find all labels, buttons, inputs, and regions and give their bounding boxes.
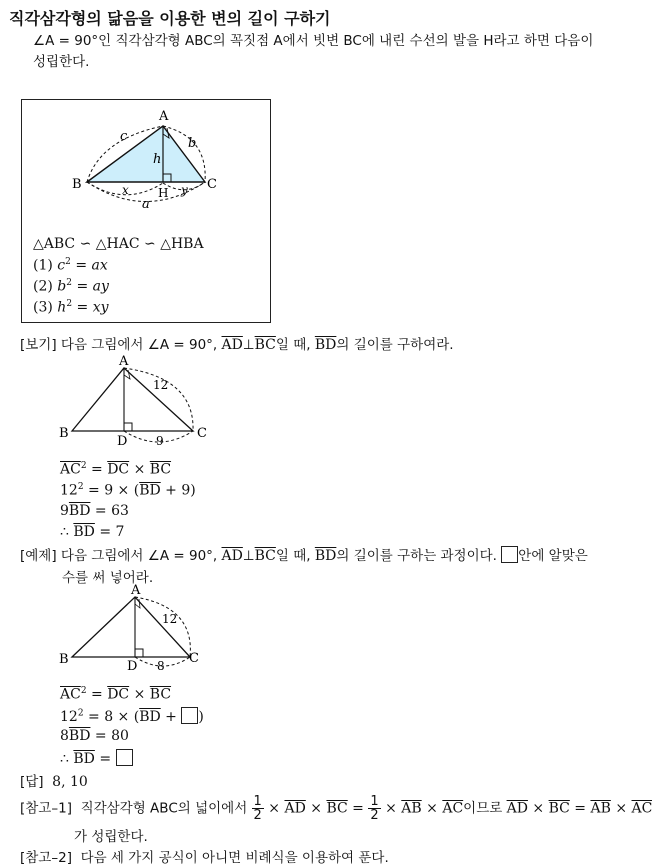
problem-question-line-2: 수를 써 넣어라. [62, 570, 154, 586]
intro-line-2: 성립한다. [33, 54, 90, 70]
answer-line: [답] 8, 10 [20, 774, 88, 790]
triangle-abc-problem [72, 597, 190, 657]
blank-box-icon [116, 749, 133, 766]
problem-question: [예제] 다음 그림에서 ∠A = 90°, $\overline{AD}\perp\overline{BC}$일 때, $\overline{BD}$의 길이를 구하는 과정이다. 안에 알맞은 [20, 548, 588, 564]
intro-line-1: ∠A = 90°인 직각삼각형 ABC의 꼭짓점 A에서 빗변 BC에 내린 수선의 발을 H라고 하면 다음이 [33, 33, 594, 49]
label-b-example: B [59, 426, 69, 441]
problem-step-4: ∴ $\overline{BD}$ = [60, 749, 133, 767]
formula-3: (3) $h^2$ = xy [33, 299, 109, 316]
page-title: 직각삼각형의 닮음을 이용한 변의 길이 구하기 [9, 9, 331, 28]
label-d-problem: D [127, 659, 138, 674]
label-h-side: h [153, 152, 162, 167]
example-step-1: $\overline{AC}^2 = \overline{DC} \times \overline{BC}$ [60, 461, 172, 478]
label-a-problem: A [131, 583, 141, 598]
label-ac-length-example: 12 [153, 378, 169, 392]
blank-box-icon [181, 707, 198, 724]
label-ac-length-problem: 12 [162, 612, 178, 626]
reference-1-line-2: 가 성립한다. [74, 829, 148, 845]
reference-1-line-1: [참고–1] 직각삼각형 ABC의 넓이에서 $\frac{1}{2}$ × $\overline{AD} \times \overline{BC}$ = $\frac{1}{2}$ × $\overline{AB} \times \overline{AC}$이므로 $\overline{AD} \times \overline{BC} = \overline{AB} \times \overline{AC}$ [20, 794, 652, 823]
similarity-statement: △ABC ∽ △HAC ∽ △HBA [33, 236, 204, 252]
label-h-foot: H [158, 186, 169, 200]
right-angle-mark-problem [135, 649, 143, 657]
label-b-vertex: B [72, 177, 82, 192]
label-a-example: A [119, 354, 129, 369]
triangle-figure-main [60, 103, 230, 211]
triangle-figure-example [55, 353, 215, 448]
example-step-4: ∴ $\overline{BD} = 7$ [60, 524, 125, 540]
label-c-problem: C [189, 651, 199, 666]
triangle-figure-problem [55, 583, 215, 678]
reference-2-line: [참고–2] 다음 세 가지 공식이 아니면 비례식을 이용하여 푼다. [20, 850, 389, 866]
label-b-side: b [188, 136, 197, 151]
label-c-example: C [197, 426, 207, 441]
label-dc-length-problem: 8 [157, 659, 165, 673]
triangle-abc-example [72, 368, 193, 431]
label-c-vertex: C [207, 177, 217, 192]
example-step-2: $12^2 = 9 \times (\overline{BD} + 9)$ [60, 482, 196, 499]
problem-step-3: $8\overline{BD} = 80$ [60, 728, 129, 744]
label-a-vertex: A [159, 109, 169, 124]
problem-step-2: $12^2 = 8 \times (\overline{BD}$ + ) [60, 708, 204, 725]
label-dc-length-example: 9 [156, 434, 164, 448]
problem-step-1: $\overline{AC}^2 = \overline{DC} \times \overline{BC}$ [60, 686, 172, 703]
formula-2: (2) $b^2$ = ay [33, 278, 109, 295]
label-a-side: a [142, 197, 150, 212]
label-d-example: D [117, 434, 128, 449]
formula-1: (1) $c^2$ = ax [33, 257, 108, 274]
example-step-3: $9\overline{BD} = 63$ [60, 503, 129, 519]
label-x-side: x [122, 183, 129, 197]
example-question: [보기] 다음 그림에서 ∠A = 90°, $\overline{AD}\perp\overline{BC}$일 때, $\overline{BD}$의 길이를 구하여라. [20, 337, 454, 353]
right-angle-mark-example [124, 423, 132, 431]
triangle-abc [87, 126, 205, 182]
blank-box-icon [501, 546, 518, 563]
label-b-problem: B [59, 652, 69, 667]
label-c-side: c [120, 129, 128, 144]
label-y-side: y [181, 183, 188, 197]
